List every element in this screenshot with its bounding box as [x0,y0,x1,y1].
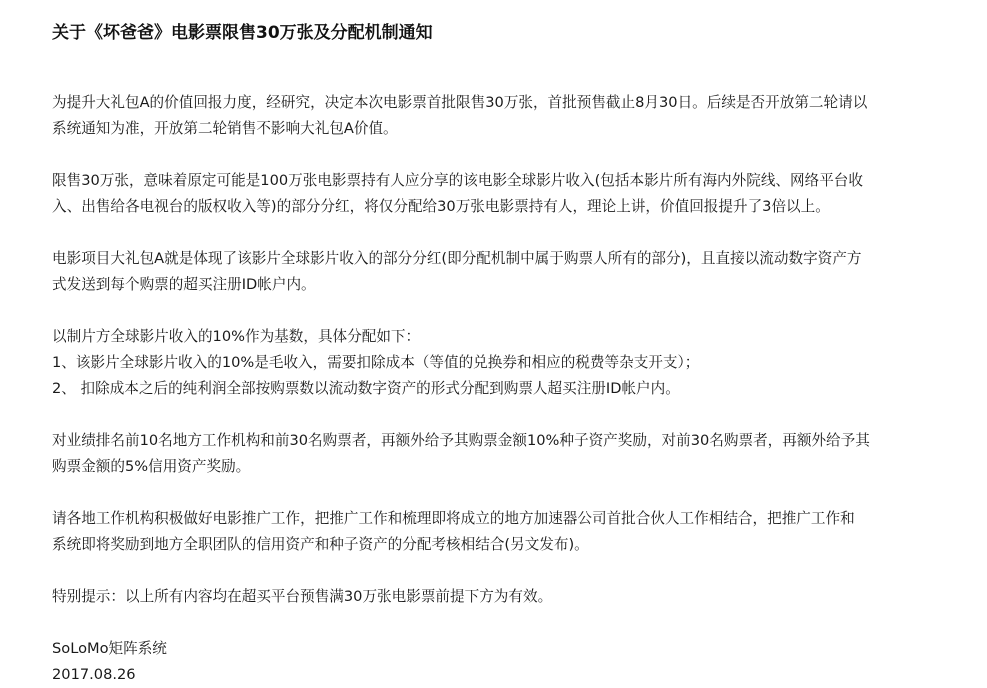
paragraph-distribution-rules [52,324,952,402]
signature-date: 2017.08.26 [52,666,136,683]
notice-document [52,18,952,688]
signature-org: SoLoMo矩阵系统 [52,640,167,657]
paragraph-line: 以制片方全球影片收入的10%作为基数，具体分配如下： [52,328,421,345]
paragraph-line: 为提升大礼包A的价值回报力度，经研究，决定本次电影票首批限售30万张，首批预售截止8月30日。后续是否开放第二轮请以 [52,94,868,111]
paragraph-presale-limit [52,90,952,142]
paragraph-rewards [52,428,952,480]
list-item: 1、该影片全球影片收入的10%是毛收入，需要扣除成本（等值的兑换券和相应的税费等杂支开支）； [52,354,700,371]
paragraph-line: 系统即将奖励到地方全职团队的信用资产和种子资产的分配考核相结合(另文发布)。 [52,536,589,553]
paragraph-line: 系统通知为准，开放第二轮销售不影响大礼包A价值。 [52,120,398,137]
paragraph-promotion [52,506,952,558]
paragraph-line: 对业绩排名前10名地方工作机构和前30名购票者，再额外给予其购票金额10%种子资产奖励，对前30名购票者，再额外给予其 [52,432,870,449]
list-item: 2、 扣除成本之后的纯利润全部按购票数以流动数字资产的形式分配到购票人超买注册ID帐户内。 [52,380,680,397]
paragraph-line: 式发送到每个购票的超买注册ID帐户内。 [52,276,316,293]
paragraph-line: 购票金额的5%信用资产奖励。 [52,458,251,475]
paragraph-gift-package [52,246,952,298]
paragraph-line: 请各地工作机构积极做好电影推广工作，把推广工作和梳理即将成立的地方加速器公司首批合伙人工作相结合，把推广工作和 [52,510,855,527]
paragraph-line: 入、出售给各电视台的版权收入等)的部分分红，将仅分配给30万张电影票持有人，理论上讲，价值回报提升了3倍以上。 [52,198,830,215]
signature-block [52,636,952,688]
notice-title: 关于《坏爸爸》电影票限售30万张及分配机制通知 [52,23,433,43]
paragraph-line: 电影项目大礼包A就是体现了该影片全球影片收入的部分分红(即分配机制中属于购票人所有的部分)，且直接以流动数字资产方 [52,250,862,267]
paragraph-meaning [52,168,952,220]
paragraph-line: 特别提示：以上所有内容均在超买平台预售满30万张电影票前提下方为有效。 [52,588,553,605]
paragraph-line: 限售30万张，意味着原定可能是100万张电影票持有人应分享的该电影全球影片收入(包括本影片所有海内外院线、网络平台收 [52,172,863,189]
paragraph-special-notice [52,584,952,610]
